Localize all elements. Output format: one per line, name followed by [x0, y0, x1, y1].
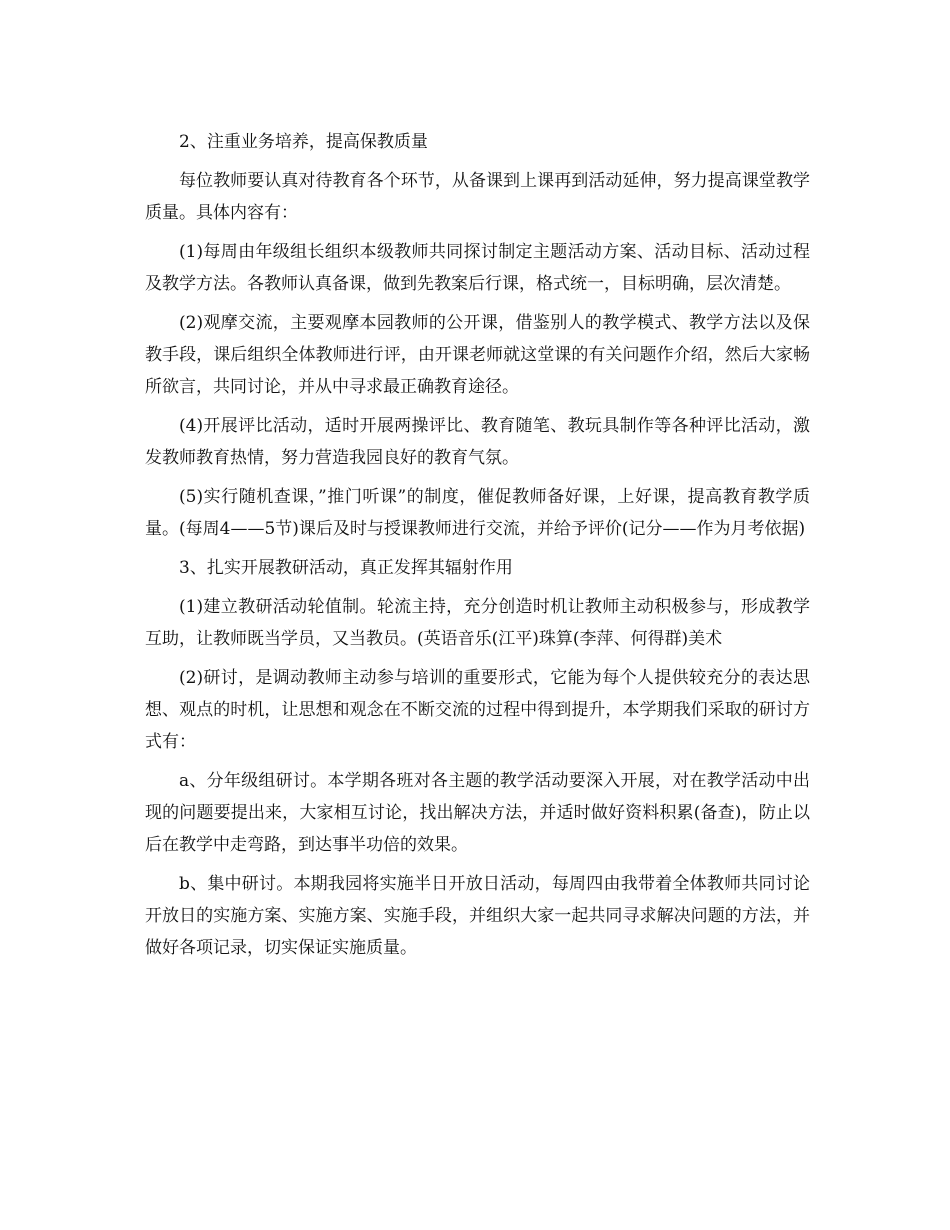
paragraph-research-2: (2)研讨，是调动教师主动参与培训的重要形式，它能为每个人提供较充分的表达思想、观点的时机，让思想和观念在不断交流的过程中得到提升，本学期我们采取的研讨方式有： [145, 668, 810, 752]
paragraph-research-1: (1)建立教研活动轮值制。轮流主持，充分创造时机让教师主动积极参与，形成教学互助，让教师既当学员，又当教员。(英语音乐(江平)珠算(李萍、何得群)美术 [145, 597, 810, 649]
paragraph-intro: 每位教师要认真对待教育各个环节，从备课到上课再到活动延伸，努力提高课堂教学质量。具体内容有： [145, 171, 810, 223]
paragraph-research-b: b、集中研讨。本期我园将实施半日开放日活动，每周四由我带着全体教师共同讨论开放日的实施方案、实施方案、实施手段，并组织大家一起共同寻求解决问题的方法，并做好各项记录，切实保证实施质量。 [145, 874, 810, 958]
paragraph-item-5: (5)实行随机查课，”推门听课”的制度，催促教师备好课，上好课，提高教育教学质量。(每周4——5节)课后及时与授课教师进行交流，并给予评价(记分——作为月考依据) [145, 487, 810, 539]
section-heading-3: 3、扎实开展教研活动，真正发挥其辐射作用 [179, 558, 513, 578]
document-body [145, 126, 810, 964]
paragraph-item-2: (2)观摩交流，主要观摩本园教师的公开课，借鉴别人的教学模式、教学方法以及保教手段，课后组织全体教师进行评，由开课老师就这堂课的有关问题作介绍，然后大家畅所欲言，共同讨论，并从中寻求最正确教育途径。 [145, 313, 810, 397]
paragraph-item-1: (1)每周由年级组长组织本级教师共同探讨制定主题活动方案、活动目标、活动过程及教学方法。各教师认真备课，做到先教案后行课，格式统一，目标明确，层次清楚。 [145, 242, 810, 294]
paragraph-research-a: a、分年级组研讨。本学期各班对各主题的教学活动要深入开展，对在教学活动中出现的问题要提出来，大家相互讨论，找出解决方法，并适时做好资料积累(备查)，防止以后在教学中走弯路，到达事半功倍的效果。 [145, 771, 810, 855]
section-heading-2: 2、注重业务培养，提高保教质量 [179, 132, 428, 152]
paragraph-item-4: (4)开展评比活动，适时开展两操评比、教育随笔、教玩具制作等各种评比活动，激发教师教育热情，努力营造我园良好的教育气氛。 [145, 416, 810, 468]
